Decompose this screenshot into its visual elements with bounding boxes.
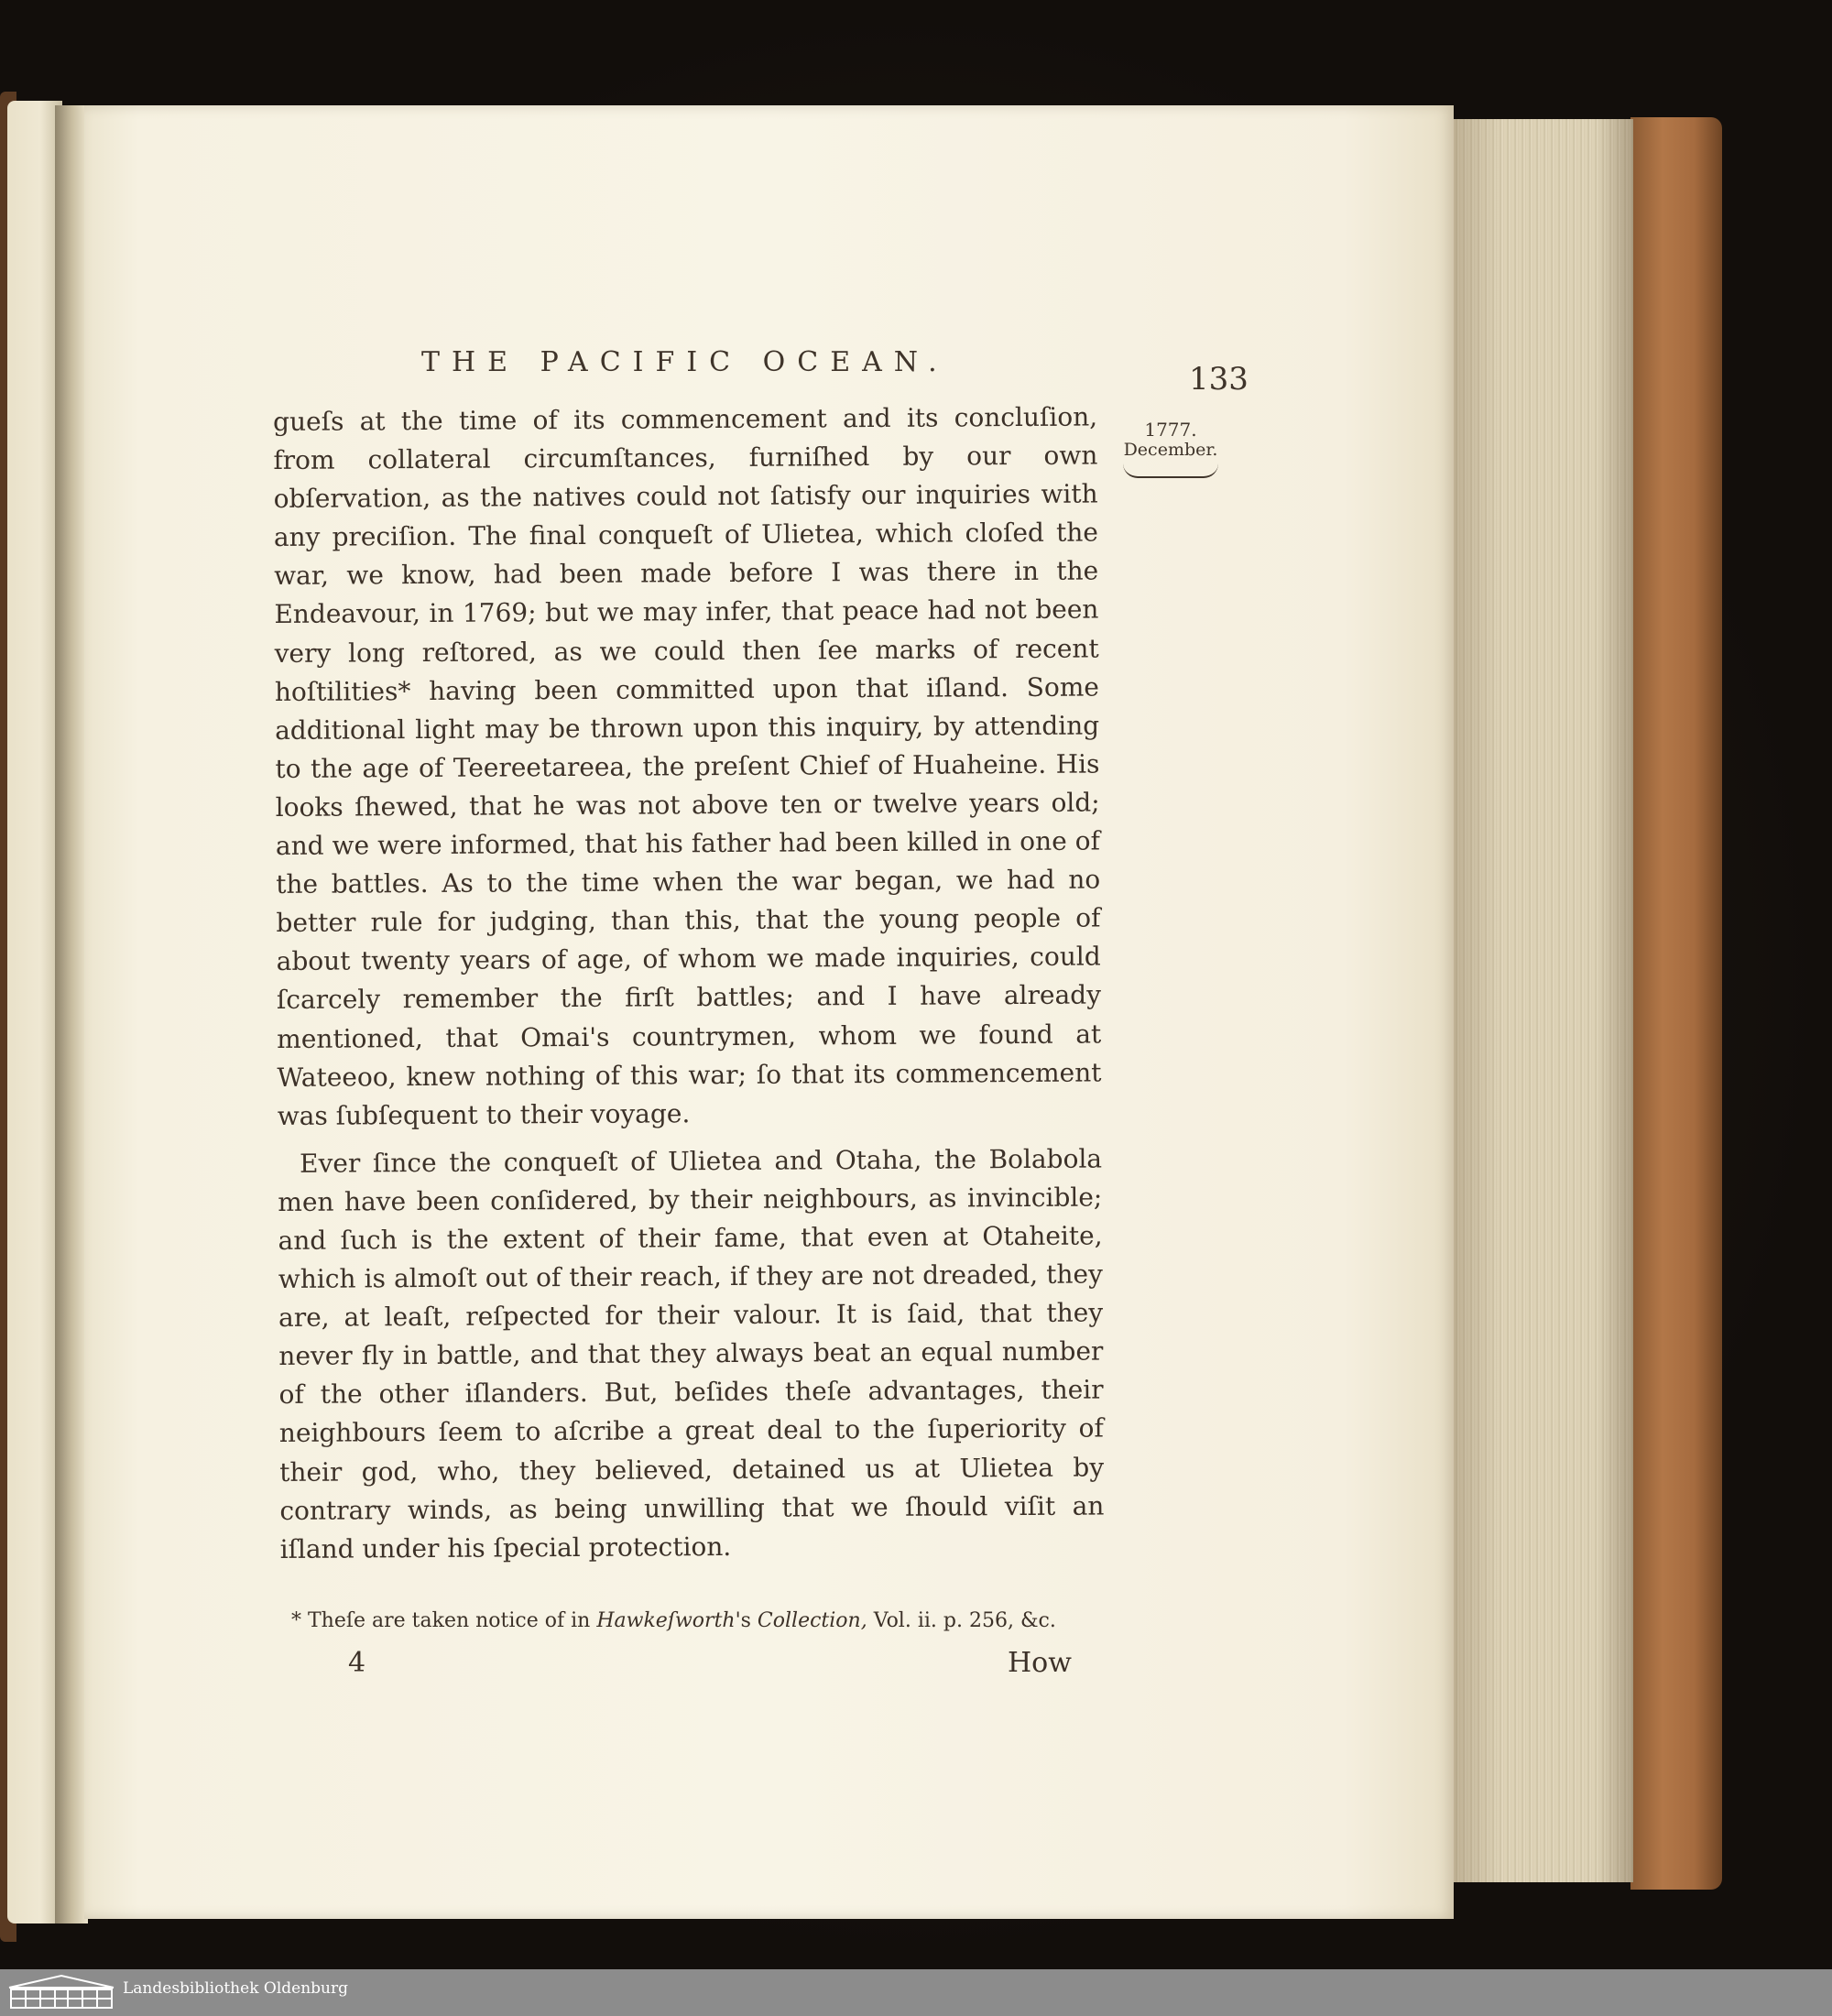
catchword: How <box>1008 1647 1072 1679</box>
footnote-work: Collection, <box>757 1609 867 1632</box>
margin-note <box>1116 420 1226 478</box>
footnote-suffix: Vol. ii. p. 256, &c. <box>867 1609 1056 1632</box>
signature-mark: 4 <box>348 1647 366 1679</box>
library-name: Landesbibliothek Oldenburg <box>123 1979 349 1998</box>
left-page-edge <box>7 101 62 1923</box>
page-number: 133 <box>1189 361 1249 398</box>
running-head: THE PACIFIC OCEAN. <box>421 346 949 378</box>
gutter <box>55 105 88 1923</box>
footnote-prefix: * Theſe are taken notice of in <box>291 1609 597 1632</box>
margin-note-month: December. <box>1123 440 1218 460</box>
page-block-shading <box>1445 119 1633 1882</box>
brace-icon <box>1123 463 1218 478</box>
paragraph-2: Ever ſince the conqueſt of Ulietea and Otaha, the Bolabola men have been conſidered, by their neighbours, as invincible; and ſuch is the extent of their fame, that even at Otaheite, which is almoſt out of their reach, if they are not dreaded, they are, at leaſt, reſpected for their valour. It is ſaid, that they never fly in battle, and that they always beat an equal number of the other iſlanders. But, beſides theſe advantages, their neighbours ſeem to aſcribe a great deal to the ſuperiority of their god, who, they believed, detained us at Ulietea by contrary winds, as being unwilling that we ſhould viſit an iſland under his ſpecial protection. <box>278 1143 1105 1564</box>
back-cover <box>1630 117 1722 1890</box>
paragraph-1: gueſs at the time of its commencement and its concluſion, from collateral circumſtances, furniſhed by our own obſervation, as the natives could not ſatisfy our inquiries with any preciſion. The final conqueſt of Ulietea, which cloſed the war, we know, had been made before I was there in the Endeavour, in 1769; but we may infer, that peace had not been very long reſtored, as we could then ſee marks of recent hoſtilities* having been committed upon that iſland. Some additional light may be thrown upon this inquiry, by attending to the age of Teereetareea, the preſent Chief of Huaheine. His looks ſhewed, that he was not above ten or twelve years old; and we were informed, that his father had been killed in one of the battles. As to the time when the war began, we had no better rule for judging, than this, that the young people of about twenty years of age, of whom we made inquiries, could ſcarcely remember the firſt battles; and I have already mentioned, that Omai's countrymen, whom we found at Wateeoo, knew nothing of this war; ſo that its commencement was ſubſequent to their voyage. <box>273 401 1102 1131</box>
text-body <box>273 398 1105 1569</box>
footnote <box>291 1609 1079 1632</box>
margin-note-year: 1777. <box>1144 419 1197 441</box>
footnote-possessive: 's <box>735 1609 758 1632</box>
footnote-author: Hawkeſworth <box>596 1609 736 1632</box>
library-building-icon <box>7 1973 115 2011</box>
